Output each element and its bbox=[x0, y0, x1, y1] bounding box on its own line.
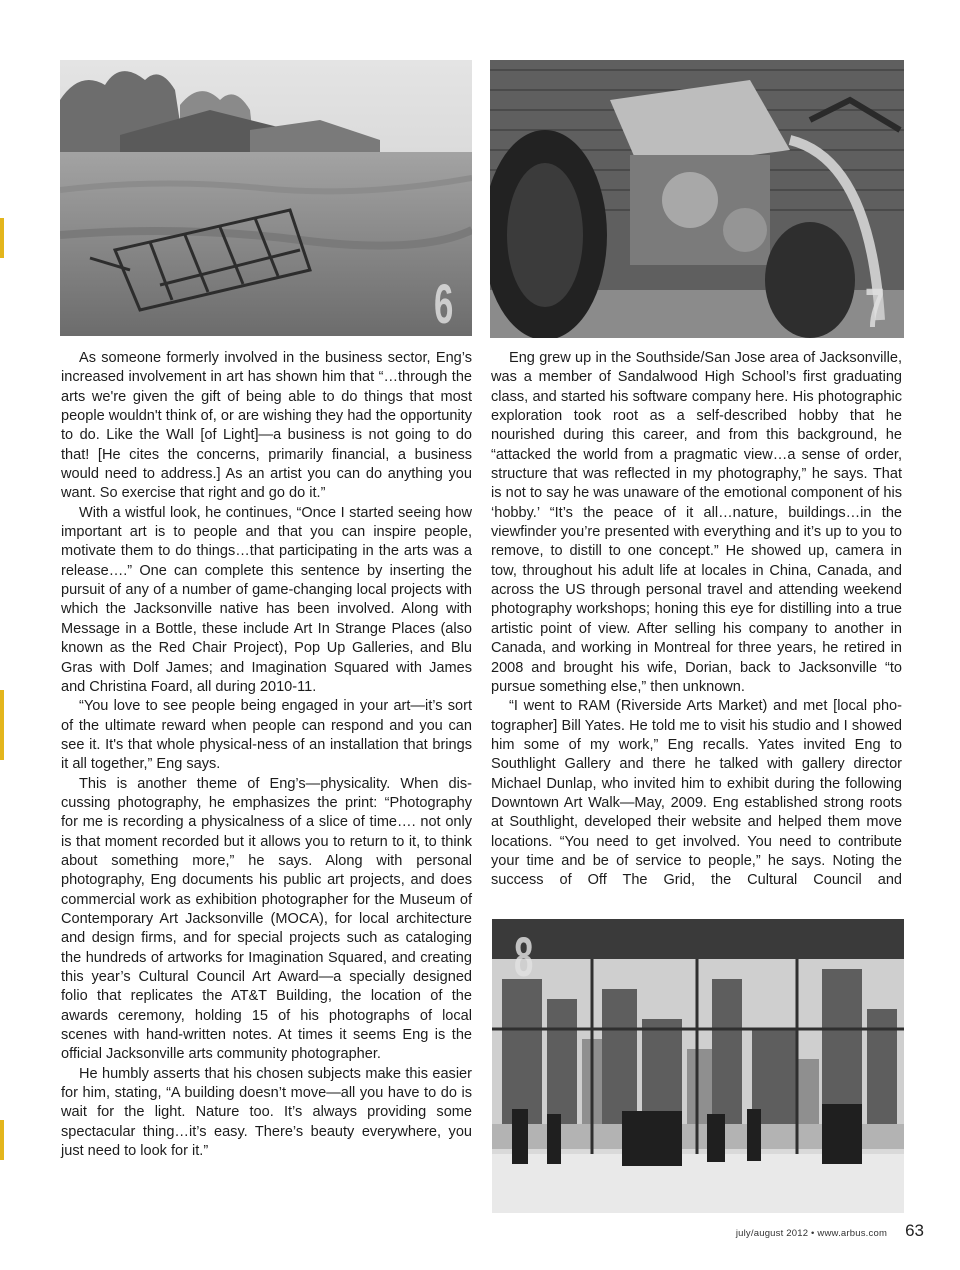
photo-number: 7 bbox=[865, 276, 885, 338]
edge-accent-bar bbox=[0, 1120, 4, 1160]
article-paragraph: This is another theme of Eng’s—physicality. When discussing photography, he emphasizes the print: “Photography for me is recording a physicalness of a slice of time…. not only is that moment recorded but it allows you to return to it, to think about something more,” he says. Along with personal photography, Eng documents his public art projects, and does commercial work as exhibition photographer for the Museum of Contemporary Art Jacksonville (MOCA), for local architecture and design firms, and for special projects such as cataloging the hundreds of artworks for Imagination Squared, and creating this year’s Cultural Council Art Award—a specially designed folio that replicates the AT&T Building, the location of the awards ceremony, holding 15 of his photographs of local scenes with hand-written notes. At times it seems Eng is the official Jacksonville arts community photographer. bbox=[61, 775, 472, 1063]
photo-city-glass-wall bbox=[492, 919, 904, 1213]
article-paragraph: “I went to RAM (Riverside Arts Market) and met [local photographer] Bill Yates. He told me to visit his studio and I showed him some of my work,” Eng recalls. Yates invited Eng to Southlight Gallery and there he talked with gallery director Michael Dunlap, who invited him to exhibit during the following Downtown Art Walk—May, 2009. Eng established strong roots at Southlight, developed their website and helped them move locations. “You need to get involved. You need to contribute your time and be of service to people,” he says. Noting the success of Off The Grid, the Cultural Council and bbox=[491, 698, 902, 889]
article-paragraph: With a wistful look, he continues, “Once I started seeing how important art is to people and that you can inspire people, motivate them to do things…that participating in the arts was a release….” One can complete this sentence by inserting the pursuit of any of a number of game-changing local projects with which the Jacksonville native has been involved. Along with Message in a Bottle, these include Art In Strange Places (also known as the Red Chair Project), Pop Up Galleries, and Blu Gras with Dolf James; and Imagination Squared with James and Christina Foard, all during 2010-11. bbox=[61, 504, 472, 695]
article-right-column bbox=[491, 349, 902, 891]
page-number: 63 bbox=[905, 1221, 924, 1240]
article-paragraph: Eng grew up in the Southside/San Jose area of Jacksonville, was a member of Sandalwood High School’s first graduating class, and started his software company here. His photographic exploration took root as a self-described hobby that he nourished during this career, and from this background, he “attacked the world from a pragmatic view…a sense of order, structure that was reflected in my photography,” he says. That is not to say he was unaware of the emotional component of his ‘hobby.’ “It’s the peace of it all…nature, buildings…in the viewfinder you’re presented with everything and it’s up to you to remove, to distill to one concept.” He showed up, camera in tow, throughout his adult life at locales in China, Canada, and across the US through personal travel and attending weekend photography workshops; honing this eye for distilling into a true artistic point of view. After selling his company to another in Canada, and working in Montreal for three years, he retired in 2008 and brought his wife, Dorian, back to Jacksonville “to pursue something else,” then unknown. bbox=[491, 350, 902, 695]
article-left-column bbox=[61, 349, 472, 1161]
photo-field-harrow bbox=[60, 60, 472, 336]
edge-accent-bar bbox=[0, 218, 4, 258]
photo-number: 6 bbox=[434, 272, 454, 335]
page-footer bbox=[736, 1221, 924, 1241]
article-paragraph: He humbly asserts that his chosen subjects make this easier for him, stating, “A building doesn’t move—all you have to do is wait for the light. Nature too. It’s always providing some spectacular thing…it’s easy. There’s beauty everywhere, you just need to look for it.” bbox=[61, 1065, 472, 1160]
issue-and-website: july/august 2012 • www.arbus.com bbox=[735, 1228, 888, 1239]
photo-number: 8 bbox=[514, 925, 534, 988]
edge-accent-bar bbox=[0, 690, 4, 760]
article-paragraph: As someone formerly involved in the business sector, Eng’s increased involvement in art has shown him that “…through the arts we're given the gift of being able to do things that most people wouldn't think of, or are wishing they had the opportunity to do. Like the Wall [of Light]—a business is not going to do that! [He cites the concerns, primarily financial, a business would need to address.] As an artist you can do anything you want. So exercise that right and go do it.” bbox=[61, 350, 472, 502]
photo-tractor bbox=[490, 60, 904, 338]
article-paragraph: “You love to see people being engaged in your art—it’s sort of the ultimate reward when people can respond and you can see it. It's that whole physical-ness of an installation that brings it all together,” Eng says. bbox=[61, 698, 472, 773]
